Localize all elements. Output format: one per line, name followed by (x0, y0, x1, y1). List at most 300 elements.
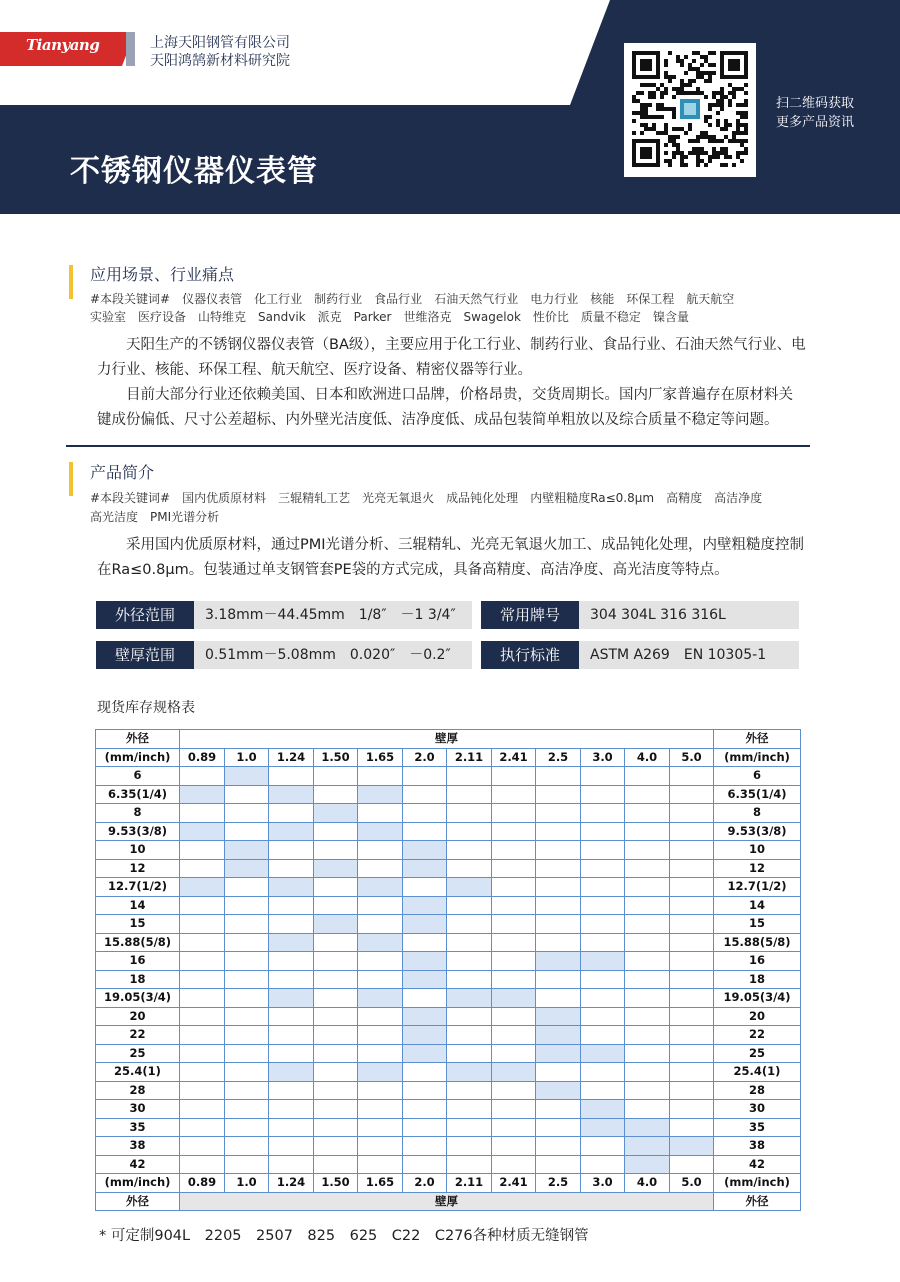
stock-cell (536, 915, 581, 934)
stock-cell (314, 878, 358, 897)
table-row (96, 878, 801, 897)
stock-cell-available (358, 785, 403, 804)
table-row (96, 1118, 801, 1137)
qr-caption-line2: 更多产品资讯 (776, 115, 855, 130)
stock-cell (225, 1100, 269, 1119)
stock-cell (581, 841, 625, 860)
stock-cell (625, 1044, 670, 1063)
stock-cell (447, 1137, 492, 1156)
keyword: 石油天然气行业 (434, 292, 519, 306)
stock-cell-available (492, 989, 536, 1008)
stock-cell (670, 767, 714, 786)
od-cell-right: 6 (714, 767, 801, 786)
od-header-right: 外径 (714, 730, 801, 749)
keyword: 航天航空 (686, 292, 735, 306)
stock-cell (225, 915, 269, 934)
stock-cell (225, 1007, 269, 1026)
stock-cell-available (180, 878, 225, 897)
keyword: 质量不稳定 (580, 310, 641, 324)
stock-cell-available (536, 1026, 581, 1045)
section2-marker (69, 462, 73, 496)
od-cell-right: 28 (714, 1081, 801, 1100)
od-cell-left: 20 (96, 1007, 180, 1026)
stock-cell (670, 989, 714, 1008)
stock-cell (314, 822, 358, 841)
od-cell-left: 25 (96, 1044, 180, 1063)
stock-cell (536, 822, 581, 841)
stock-cell-available (670, 1137, 714, 1156)
stock-cell (581, 1081, 625, 1100)
table-row (96, 804, 801, 823)
stock-cell (269, 1155, 314, 1174)
wall-thickness-footer: 2.41 (492, 1174, 536, 1193)
stock-cell (269, 1118, 314, 1137)
stock-cell (625, 915, 670, 934)
stock-cell (403, 822, 447, 841)
stock-cell (492, 933, 536, 952)
od-cell-left: 18 (96, 970, 180, 989)
stock-cell (581, 1155, 625, 1174)
stock-cell (670, 859, 714, 878)
stock-cell (492, 915, 536, 934)
table-row (96, 933, 801, 952)
stock-cell (670, 1118, 714, 1137)
stock-cell (447, 1044, 492, 1063)
stock-cell (180, 859, 225, 878)
od-cell-left: 38 (96, 1137, 180, 1156)
stock-cell (314, 989, 358, 1008)
stock-cell-available (581, 1044, 625, 1063)
od-cell-right: 42 (714, 1155, 801, 1174)
stock-cell (492, 896, 536, 915)
stock-cell (625, 1007, 670, 1026)
unit-header-left: (mm/inch) (96, 748, 180, 767)
stock-cell (625, 878, 670, 897)
stock-cell (536, 804, 581, 823)
stock-cell (625, 859, 670, 878)
keyword: 食品行业 (374, 292, 423, 306)
od-cell-left: 12 (96, 859, 180, 878)
stock-cell (314, 1137, 358, 1156)
od-footer-left: 外径 (96, 1192, 180, 1211)
keyword: 电力行业 (530, 292, 579, 306)
stock-cell (180, 767, 225, 786)
keyword: 高光洁度 (90, 510, 139, 524)
keyword: 医疗设备 (138, 310, 187, 324)
keyword: 核能 (590, 292, 615, 306)
stock-cell (447, 1026, 492, 1045)
stock-spec-table (95, 729, 801, 1211)
stock-cell (180, 1137, 225, 1156)
section1-paragraph1: 天阳生产的不锈钢仪器仪表管（BA级），主要应用于化工行业、制药行业、食品行业、石油天然气行业、电力行业、核能、环保工程、航天航空、医疗设备、精密仪器等行业。 (97, 337, 806, 378)
stock-cell (670, 804, 714, 823)
stock-cell (358, 859, 403, 878)
od-header-left: 外径 (96, 730, 180, 749)
stock-cell (269, 1137, 314, 1156)
od-cell-left: 8 (96, 804, 180, 823)
od-cell-right: 12.7(1/2) (714, 878, 801, 897)
stock-cell-available (581, 952, 625, 971)
table-row (96, 896, 801, 915)
od-cell-right: 15 (714, 915, 801, 934)
wall-thickness-header: 2.11 (447, 748, 492, 767)
od-cell-left: 15.88(5/8) (96, 933, 180, 952)
wall-thickness-header: 2.0 (403, 748, 447, 767)
stock-cell (314, 767, 358, 786)
stock-cell-available (403, 841, 447, 860)
stock-cell-available (225, 767, 269, 786)
stock-cell (447, 933, 492, 952)
stock-cell (536, 1137, 581, 1156)
wall-thickness-header: 1.65 (358, 748, 403, 767)
stock-cell (269, 952, 314, 971)
stock-cell (625, 841, 670, 860)
stock-cell (581, 804, 625, 823)
stock-cell-available (358, 878, 403, 897)
stock-cell (492, 1007, 536, 1026)
stock-cell-available (403, 952, 447, 971)
stock-cell (447, 804, 492, 823)
stock-cell (225, 804, 269, 823)
section-divider (66, 445, 810, 447)
stock-cell-available (403, 1026, 447, 1045)
table-row (96, 785, 801, 804)
od-cell-right: 12 (714, 859, 801, 878)
stock-cell (447, 859, 492, 878)
stock-cell (403, 804, 447, 823)
stock-cell (314, 1100, 358, 1119)
stock-cell (180, 1118, 225, 1137)
stock-cell (225, 952, 269, 971)
wall-footer: 壁厚 (180, 1192, 714, 1211)
stock-cell-available (403, 915, 447, 934)
stock-cell (625, 952, 670, 971)
stock-cell (358, 1044, 403, 1063)
wall-thickness-footer: 4.0 (625, 1174, 670, 1193)
wall-thickness-header: 2.5 (536, 748, 581, 767)
stock-cell-available (403, 1044, 447, 1063)
stock-cell (625, 1100, 670, 1119)
stock-cell (581, 1026, 625, 1045)
stock-cell (447, 952, 492, 971)
wall-thickness-header: 0.89 (180, 748, 225, 767)
od-cell-right: 14 (714, 896, 801, 915)
stock-cell (581, 878, 625, 897)
stock-cell-available (492, 1063, 536, 1082)
stock-cell (581, 970, 625, 989)
stock-cell (358, 970, 403, 989)
stock-cell (447, 1100, 492, 1119)
stock-cell (536, 1155, 581, 1174)
section2-keywords-line2 (90, 508, 231, 525)
od-cell-right: 18 (714, 970, 801, 989)
wall-thickness-footer: 1.65 (358, 1174, 403, 1193)
stock-cell (536, 933, 581, 952)
stock-cell-available (358, 989, 403, 1008)
stock-cell (536, 841, 581, 860)
stock-cell (625, 767, 670, 786)
stock-cell (492, 1100, 536, 1119)
stock-cell (358, 1007, 403, 1026)
stock-cell-available (403, 1007, 447, 1026)
keyword: 高洁净度 (714, 491, 763, 505)
wall-thickness-footer: 0.89 (180, 1174, 225, 1193)
stock-cell (314, 1063, 358, 1082)
stock-cell (269, 970, 314, 989)
table-row (96, 841, 801, 860)
stock-cell (492, 1044, 536, 1063)
stock-cell (670, 1100, 714, 1119)
table-row (96, 915, 801, 934)
stock-cell (358, 767, 403, 786)
stock-cell (403, 878, 447, 897)
stock-cell (358, 804, 403, 823)
stock-cell (492, 785, 536, 804)
od-cell-right: 20 (714, 1007, 801, 1026)
stock-cell (358, 841, 403, 860)
od-cell-right: 35 (714, 1118, 801, 1137)
stock-cell-available (403, 896, 447, 915)
stock-cell (536, 767, 581, 786)
stock-cell (314, 1155, 358, 1174)
keyword: 性价比 (532, 310, 569, 324)
keyword: 内壁粗糙度Ra≤0.8μm (530, 491, 655, 505)
stock-cell (447, 841, 492, 860)
od-cell-left: 42 (96, 1155, 180, 1174)
stock-cell (358, 896, 403, 915)
wall-thickness-footer: 3.0 (581, 1174, 625, 1193)
table-footer-row2 (96, 1192, 801, 1211)
stock-cell (492, 952, 536, 971)
od-cell-right: 6.35(1/4) (714, 785, 801, 804)
stock-cell (403, 1063, 447, 1082)
company-name: 上海天阳钢管有限公司 (150, 35, 290, 51)
stock-cell (403, 767, 447, 786)
wall-thickness-header: 1.24 (269, 748, 314, 767)
logo-text: Tianyang (26, 36, 100, 54)
stock-cell (625, 1081, 670, 1100)
stock-cell (180, 989, 225, 1008)
od-cell-right: 25.4(1) (714, 1063, 801, 1082)
keyword: 国内优质原材料 (182, 491, 267, 505)
od-cell-right: 30 (714, 1100, 801, 1119)
stock-cell (314, 1007, 358, 1026)
keyword: Swagelok (463, 310, 521, 324)
stock-cell (625, 785, 670, 804)
stock-cell (403, 933, 447, 952)
section2-keywords-line1 (90, 489, 774, 506)
stock-cell (403, 1137, 447, 1156)
stock-cell (492, 841, 536, 860)
stock-cell (581, 1137, 625, 1156)
od-cell-right: 15.88(5/8) (714, 933, 801, 952)
stock-cell (269, 859, 314, 878)
table-row (96, 1026, 801, 1045)
stock-cell-available (447, 989, 492, 1008)
stock-cell-available (536, 952, 581, 971)
table-row (96, 767, 801, 786)
stock-cell (670, 915, 714, 934)
wall-header: 壁厚 (180, 730, 714, 749)
table-row (96, 952, 801, 971)
stock-cell (225, 878, 269, 897)
stock-cell-available (180, 822, 225, 841)
stock-cell (314, 933, 358, 952)
stock-cell (536, 1118, 581, 1137)
stock-cell (536, 785, 581, 804)
stock-cell (670, 822, 714, 841)
stock-cell (670, 896, 714, 915)
unit-footer-right: (mm/inch) (714, 1174, 801, 1193)
section2-title: 产品简介 (90, 463, 155, 482)
stock-cell (314, 970, 358, 989)
keyword: #本段关键词# (90, 292, 171, 306)
stock-cell (581, 822, 625, 841)
stock-cell (670, 1026, 714, 1045)
stock-cell (536, 1100, 581, 1119)
stock-cell (492, 1026, 536, 1045)
standard-value: ASTM A269 EN 10305-1 (579, 641, 799, 669)
grade-value: 304 304L 316 316L (579, 601, 799, 629)
stock-cell (269, 1007, 314, 1026)
stock-cell-available (180, 785, 225, 804)
stock-cell (180, 1026, 225, 1045)
wall-range-value: 0.51mm－5.08mm 0.020″ －0.2″ (194, 641, 472, 669)
table-caption: 现货库存规格表 (97, 700, 195, 716)
stock-cell (314, 952, 358, 971)
section1-title: 应用场景、行业痛点 (90, 265, 235, 284)
stock-cell-available (314, 804, 358, 823)
section1-paragraph2: 目前大部分行业还依赖美国、日本和欧洲进口品牌，价格昂贵，交货周期长。国内厂家普遍存在原材料关键成份偏低、尺寸公差超标、内外壁光洁度低、洁净度低、成品包装简单粗放以及综合质量不稳定等问题。 (97, 387, 793, 428)
stock-cell (180, 896, 225, 915)
od-cell-right: 9.53(3/8) (714, 822, 801, 841)
stock-cell (314, 785, 358, 804)
wall-thickness-footer: 2.0 (403, 1174, 447, 1193)
standard-label: 执行标准 (481, 641, 579, 669)
stock-cell (625, 1026, 670, 1045)
stock-cell-available (581, 1100, 625, 1119)
stock-cell (269, 841, 314, 860)
stock-cell (447, 1155, 492, 1174)
table-row (96, 1044, 801, 1063)
od-cell-left: 19.05(3/4) (96, 989, 180, 1008)
stock-cell-available (447, 878, 492, 897)
od-cell-left: 9.53(3/8) (96, 822, 180, 841)
stock-cell (358, 1081, 403, 1100)
stock-cell (358, 952, 403, 971)
stock-cell (403, 1118, 447, 1137)
od-cell-right: 10 (714, 841, 801, 860)
keyword: Sandvik (258, 310, 306, 324)
stock-cell (358, 1100, 403, 1119)
institute-name: 天阳鸿鹄新材料研究院 (150, 53, 290, 69)
stock-cell (492, 1081, 536, 1100)
keyword: 化工行业 (254, 292, 303, 306)
keyword: PMI光谱分析 (150, 510, 220, 524)
stock-cell (670, 1155, 714, 1174)
stock-cell (180, 1063, 225, 1082)
od-cell-left: 30 (96, 1100, 180, 1119)
stock-cell (581, 915, 625, 934)
stock-cell (625, 1063, 670, 1082)
stock-cell-available (625, 1118, 670, 1137)
stock-cell (625, 933, 670, 952)
stock-cell (670, 878, 714, 897)
stock-cell (180, 1007, 225, 1026)
od-cell-right: 8 (714, 804, 801, 823)
stock-cell-available (269, 878, 314, 897)
stock-cell (492, 804, 536, 823)
stock-cell (225, 1044, 269, 1063)
stock-cell-available (625, 1137, 670, 1156)
stock-cell (670, 1044, 714, 1063)
stock-cell (447, 822, 492, 841)
qr-code[interactable] (624, 43, 756, 177)
stock-cell-available (358, 1063, 403, 1082)
stock-cell (403, 1155, 447, 1174)
table-row (96, 970, 801, 989)
od-cell-left: 28 (96, 1081, 180, 1100)
table-row (96, 989, 801, 1008)
stock-cell (225, 1081, 269, 1100)
unit-footer-left: (mm/inch) (96, 1174, 180, 1193)
table-row (96, 1155, 801, 1174)
od-range-value: 3.18mm－44.45mm 1/8″ －1 3/4″ (194, 601, 472, 629)
stock-cell-available (536, 1007, 581, 1026)
od-cell-left: 25.4(1) (96, 1063, 180, 1082)
table-row (96, 822, 801, 841)
wall-thickness-footer: 1.0 (225, 1174, 269, 1193)
section1-marker (69, 265, 73, 299)
wall-thickness-header: 2.41 (492, 748, 536, 767)
stock-cell-available (314, 915, 358, 934)
stock-cell (403, 989, 447, 1008)
table-row (96, 859, 801, 878)
stock-cell-available (358, 933, 403, 952)
footnote: * 可定制904L 2205 2507 825 625 C22 C276各种材质无缝钢管 (99, 1228, 589, 1244)
od-range-label: 外径范围 (96, 601, 194, 629)
stock-cell (180, 915, 225, 934)
stock-cell (447, 1118, 492, 1137)
stock-cell-available (403, 970, 447, 989)
stock-cell (447, 896, 492, 915)
table-row (96, 1007, 801, 1026)
wall-thickness-footer: 2.5 (536, 1174, 581, 1193)
od-cell-left: 16 (96, 952, 180, 971)
stock-cell (492, 822, 536, 841)
stock-cell (447, 767, 492, 786)
keyword: 仪器仪表管 (182, 292, 243, 306)
stock-cell (225, 989, 269, 1008)
stock-cell-available (269, 1063, 314, 1082)
stock-cell (625, 970, 670, 989)
stock-cell (581, 785, 625, 804)
stock-cell (269, 896, 314, 915)
stock-cell (581, 859, 625, 878)
stock-cell (536, 989, 581, 1008)
stock-cell (225, 896, 269, 915)
stock-cell (225, 933, 269, 952)
stock-cell-available (447, 1063, 492, 1082)
wall-thickness-header: 4.0 (625, 748, 670, 767)
wall-thickness-header: 1.50 (314, 748, 358, 767)
stock-cell (447, 1081, 492, 1100)
section2-paragraph: 采用国内优质原材料，通过PMI光谱分析、三辊精轧、光亮无氧退火加工、成品钝化处理，内壁粗糙度控制在Ra≤0.8μm。包装通过单支钢管套PE袋的方式完成，具备高精度、高洁净度、高光洁度等特点。 (97, 537, 805, 578)
stock-cell-available (225, 841, 269, 860)
stock-cell (180, 1081, 225, 1100)
stock-cell (447, 915, 492, 934)
od-cell-left: 14 (96, 896, 180, 915)
